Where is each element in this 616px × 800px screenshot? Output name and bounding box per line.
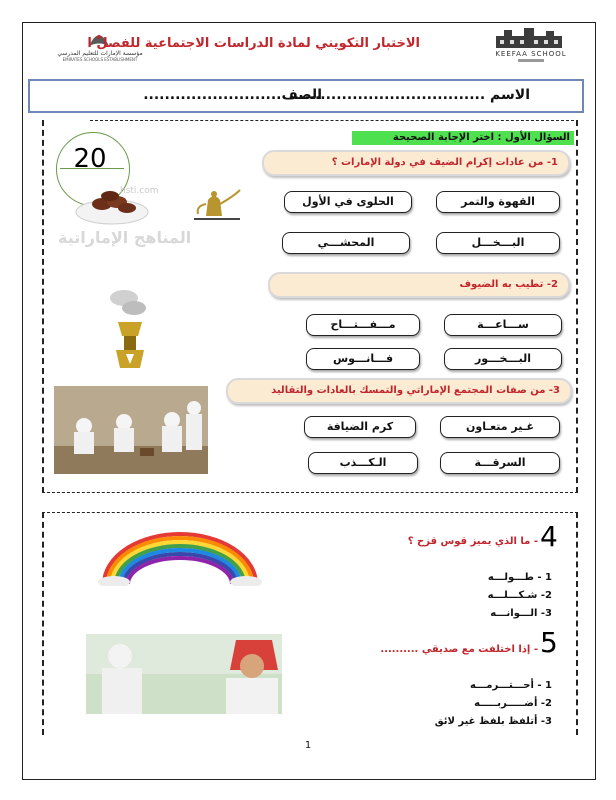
q2-option-2[interactable]: مـــفـــتـــاح bbox=[306, 314, 420, 336]
school-name: KEEFAA SCHOOL bbox=[495, 50, 567, 58]
ministry-logo-line1: مؤسسة الإمارات للتعليم المدرسي bbox=[57, 50, 143, 57]
ministry-logo-line2: EMIRATES SCHOOLS ESTABLISHMENT bbox=[62, 57, 138, 62]
majlis-photo bbox=[54, 386, 208, 474]
q1-option-4[interactable]: المحشـــي bbox=[282, 232, 410, 254]
q5-answer-1[interactable]: 1 - أحـــتـــرمـــه bbox=[469, 680, 552, 691]
school-logo bbox=[488, 26, 574, 66]
question-4-text: - ما الذي يميز قوس قزح ؟ bbox=[407, 536, 538, 547]
q3-option-4[interactable]: الـكـــذب bbox=[308, 452, 418, 474]
page-title: الاختبار التكويني لمادة الدراسات الاجتماعية للفصل ا bbox=[87, 36, 420, 51]
page-number: 1 bbox=[304, 740, 312, 751]
q4-answer-2[interactable]: 2- شـكـــلـــه bbox=[487, 590, 552, 601]
q1-option-2[interactable]: الحلوى في الأول bbox=[284, 191, 412, 213]
q3-option-2[interactable]: كرم الضيافة bbox=[304, 416, 416, 438]
incense-burner-illustration bbox=[104, 286, 156, 376]
student-name-field[interactable]: الاسم ..................................... bbox=[288, 87, 530, 103]
q4-answer-1[interactable]: 1 - طـــولـــه bbox=[487, 572, 552, 583]
friends-photo bbox=[86, 634, 282, 714]
question-2: 2- تطيب به الضيوف bbox=[268, 272, 570, 298]
q3-option-1[interactable]: غـير متعـاون bbox=[440, 416, 560, 438]
question-4-number: 4 bbox=[540, 520, 558, 553]
question-5-text: - إذا اختلفت مع صديقي .......... bbox=[380, 644, 538, 655]
question-3: 3- من صفات المجتمع الإماراتي والتمسك بالعادات والتقاليد bbox=[226, 378, 572, 404]
q3-option-3[interactable]: السرقـــة bbox=[440, 452, 560, 474]
q1-option-1[interactable]: القهوة والتمر bbox=[436, 191, 560, 213]
question-5-number: 5 bbox=[540, 626, 558, 659]
q5-answer-2[interactable]: 2- أضـــــربـــــه bbox=[474, 698, 552, 709]
q4-answer-3[interactable]: 3- الـــوانـــه bbox=[490, 608, 552, 619]
score-total: 20 bbox=[73, 144, 107, 174]
school-logo-underline bbox=[518, 59, 544, 62]
coffee-pot-illustration bbox=[184, 186, 244, 222]
section-one-top-divider bbox=[90, 120, 574, 121]
q2-option-3[interactable]: البـــخـــور bbox=[444, 348, 562, 370]
section-one-title: السؤال الأول : اختر الإجابة الصحيحة bbox=[352, 131, 574, 145]
q1-option-3[interactable]: البـــخـــل bbox=[436, 232, 560, 254]
watermark-text: المناهج الإماراتية bbox=[58, 228, 192, 247]
student-info-box bbox=[28, 79, 584, 113]
q5-answer-3[interactable]: 3- أتلفظ بلفظ غير لائق bbox=[434, 716, 552, 727]
q2-option-1[interactable]: ســـاعـــة bbox=[444, 314, 562, 336]
rainbow-illustration bbox=[96, 528, 264, 586]
q2-option-4[interactable]: فـــانـــوس bbox=[306, 348, 420, 370]
question-1: 1- من عادات إكرام الضيف في دولة الإمارات ؟ bbox=[262, 150, 570, 176]
student-class-field[interactable]: الصف.......................... bbox=[143, 87, 322, 103]
watermark-site: hsti.com bbox=[120, 186, 159, 196]
school-building-icon bbox=[494, 28, 564, 48]
